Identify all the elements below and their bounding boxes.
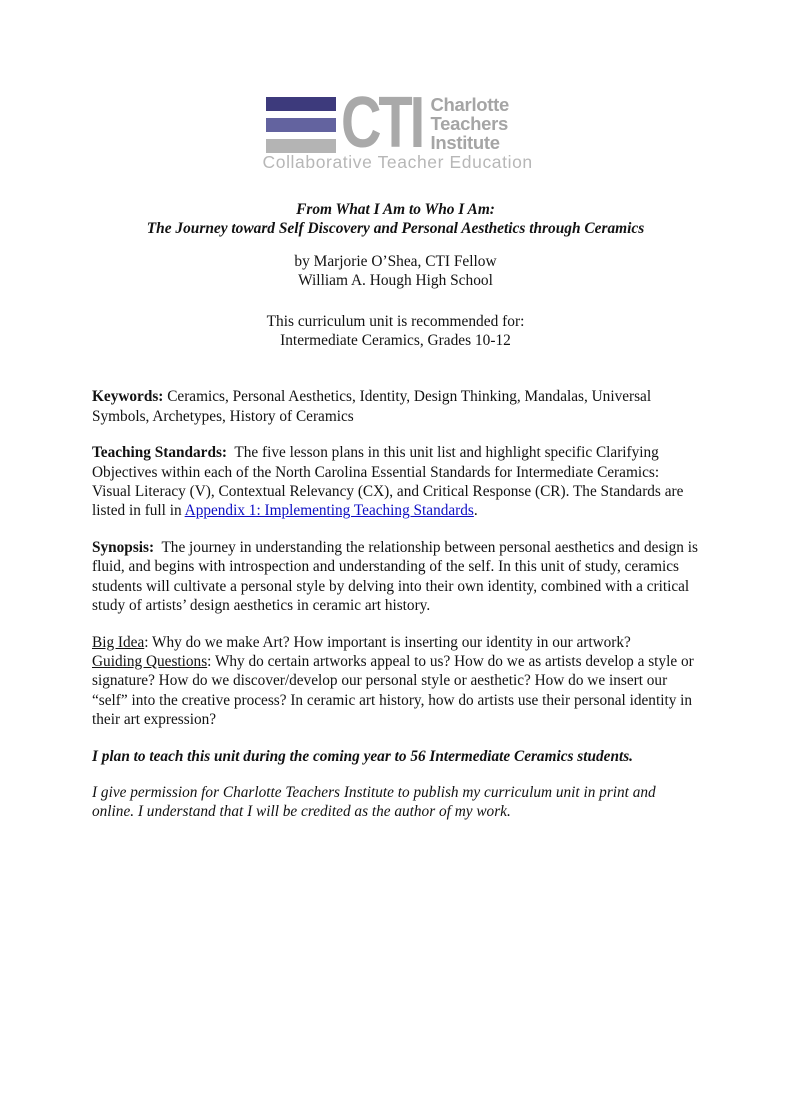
permission-statement: I give permission for Charlotte Teachers Institute to publish my curriculum unit in print and online. I understand that I will be credited as the author of my work.: [92, 783, 660, 821]
unit-title: [92, 200, 699, 239]
big-idea-paragraph: [92, 633, 699, 652]
teaching-standards-text: The five lesson plans in this unit list and highlight specific Clarifying Objectives within each of the North Carolina Essential Standards for Intermediate Ceramics: Visual Literacy (V), Contextual Relevancy (CX), and Critical Response (CR). The Standards are listed in full in: [92, 444, 688, 520]
teaching-standards-label: Teaching Standards:: [92, 444, 228, 462]
unit-title-line1: From What I Am to Who I Am:: [296, 201, 495, 218]
logo-org-name: [431, 95, 510, 152]
logo-acronym: CTI: [340, 83, 422, 163]
logo-tagline: Collaborative Teacher Education: [262, 152, 533, 172]
teaching-standards-text-end: .: [473, 502, 478, 520]
unit-title-line2: The Journey toward Self Discovery and Personal Aesthetics through Ceramics: [146, 220, 645, 238]
keywords-paragraph: [92, 387, 699, 426]
logo-bar-top: [266, 97, 336, 111]
cti-logo: [262, 83, 533, 174]
logo-bar-bottom: [266, 139, 336, 153]
guiding-questions-label: Guiding Questions: [92, 652, 208, 670]
logo-org-name-line3: Institute: [430, 132, 500, 153]
logo-org-name-line2: Teachers: [430, 113, 508, 134]
recommendation-line2: Intermediate Ceramics, Grades 10-12: [280, 332, 511, 350]
keywords-text: Ceramics, Personal Aesthetics, Identity, Design Thinking, Mandalas, Universal Symbols, Archetypes, History of Ceramics: [92, 388, 655, 425]
body-copy: [92, 387, 702, 821]
synopsis-paragraph: [92, 538, 702, 616]
logo-bar-middle: [266, 118, 336, 132]
logo-bars-icon: [266, 97, 336, 153]
keywords-label: Keywords:: [92, 388, 164, 406]
recommendation: [92, 312, 699, 351]
big-idea-label: Big Idea: [92, 633, 145, 651]
byline-author: by Marjorie O’Shea, CTI Fellow: [294, 252, 497, 270]
teaching-standards-paragraph: [92, 443, 699, 521]
teach-plan-statement: I plan to teach this unit during the coming year to 56 Intermediate Ceramics students.: [92, 747, 633, 765]
document-page: [0, 83, 791, 1118]
big-idea-text: : Why do we make Art? How important is inserting our identity in our artwork?: [144, 633, 631, 651]
synopsis-label: Synopsis:: [92, 538, 155, 556]
logo-org-name-line1: Charlotte: [430, 94, 509, 115]
synopsis-text: The journey in understanding the relationship between personal aesthetics and design is fluid, and begins with introspection and understanding of the self. In this unit of study, ceramics students will cultivate a personal style by delving into their own identity, combined with a critical study of artists’ design aesthetics in ceramic art history.: [92, 538, 702, 615]
guiding-questions-paragraph: [92, 652, 699, 730]
appendix-link[interactable]: Appendix 1: Implementing Teaching Standards: [184, 502, 474, 520]
page-content: [0, 83, 791, 822]
byline: [92, 252, 699, 291]
recommendation-line1: This curriculum unit is recommended for:: [266, 312, 525, 330]
byline-school: William A. Hough High School: [298, 272, 493, 290]
guiding-questions-text: : Why do certain artworks appeal to us? How do we as artists develop a style or signature? How do we discover/develop our personal style or aesthetic? How do we insert our “self” into the creative process? In ceramic art history, how do artists use their personal identity in their art expression?: [92, 652, 698, 729]
